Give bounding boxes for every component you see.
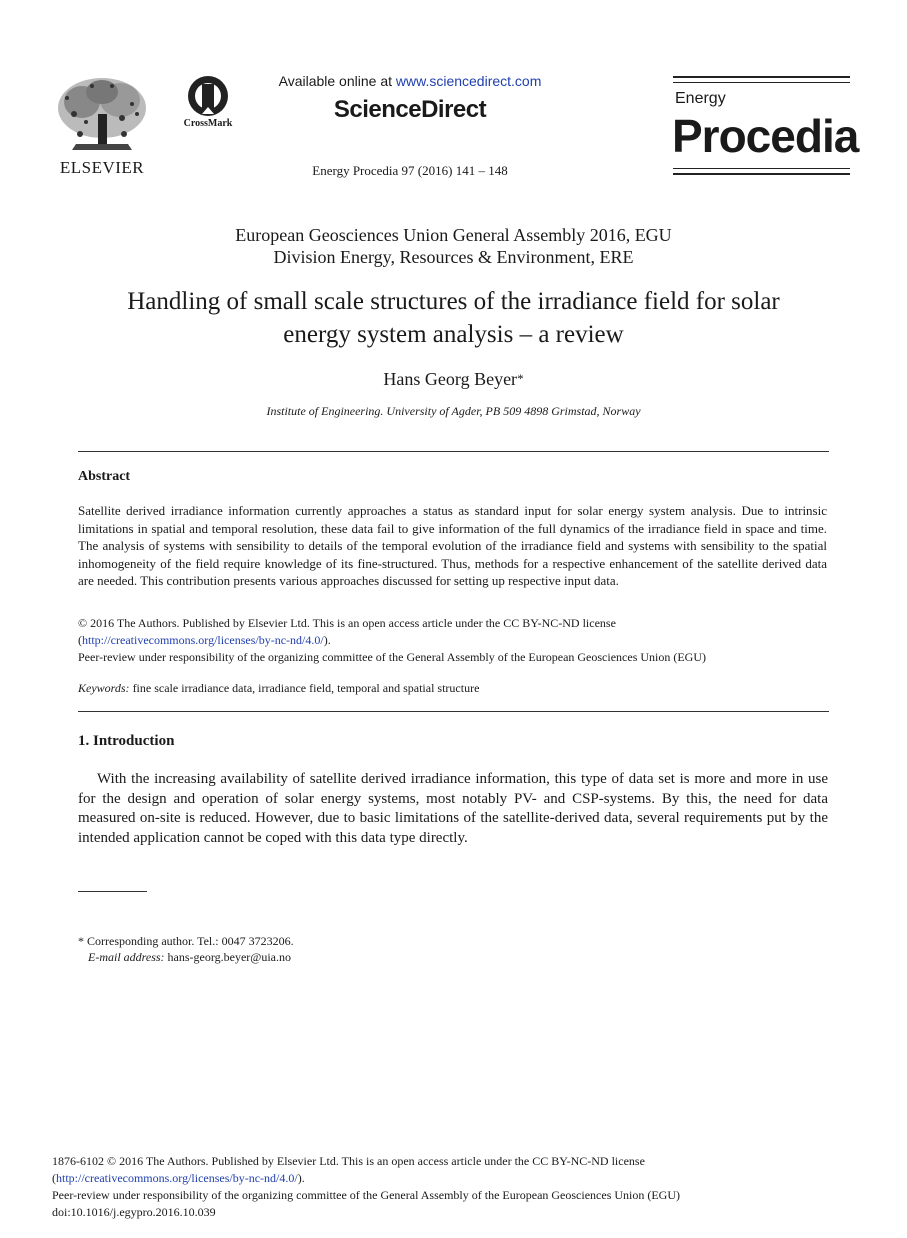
author-mark: * bbox=[517, 371, 524, 386]
author-name: Hans Georg Beyer bbox=[383, 369, 518, 389]
copyright-line: © 2016 The Authors. Published by Elsevier Ltd. This is an open access article under the CC BY-NC-ND license bbox=[78, 616, 616, 630]
conference-name bbox=[60, 224, 847, 268]
footer-issn-line: 1876-6102 © 2016 The Authors. Published by Elsevier Ltd. This is an open access article under the CC BY-NC-ND license bbox=[52, 1154, 645, 1168]
email-label: E-mail address: bbox=[88, 950, 165, 964]
email-line bbox=[88, 949, 291, 965]
elsevier-wordmark: ELSEVIER bbox=[59, 158, 145, 177]
title-line-2: energy system analysis – a review bbox=[283, 321, 624, 348]
journal-rule-bottom bbox=[673, 173, 850, 175]
footer-license-close: ). bbox=[297, 1171, 305, 1185]
license-link[interactable]: http://creativecommons.org/licenses/by-nc-nd/4.0/ bbox=[82, 633, 324, 647]
footer bbox=[52, 1153, 852, 1221]
journal-name-big: Procedia bbox=[672, 110, 859, 162]
journal-rule-top-thin bbox=[673, 82, 850, 83]
footer-license-link[interactable]: http://creativecommons.org/licenses/by-nc-nd/4.0/ bbox=[56, 1171, 298, 1185]
journal-citation: Energy Procedia 97 (2016) 141 – 148 bbox=[312, 163, 508, 178]
article-title bbox=[60, 285, 847, 351]
corresponding-author: * Corresponding author. Tel.: 0047 3723206. bbox=[78, 934, 294, 948]
conference-line-1: European Geosciences Union General Assembly 2016, EGU bbox=[235, 225, 672, 245]
keywords-list: fine scale irradiance data, irradiance field, temporal and spatial structure bbox=[129, 681, 480, 695]
footer-license-line bbox=[52, 1170, 852, 1187]
title-line-1: Handling of small scale structures of the irradiance field for solar bbox=[127, 288, 780, 315]
available-online bbox=[260, 73, 560, 89]
rule-below-abstract bbox=[78, 711, 829, 712]
affiliation: Institute of Engineering. University of Agder, PB 509 4898 Grimstad, Norway bbox=[266, 404, 641, 418]
abstract-copyright bbox=[78, 615, 827, 666]
journal-name-small: Energy bbox=[675, 90, 726, 107]
journal-rule-bottom-thin bbox=[673, 168, 850, 169]
abstract-body: Satellite derived irradiance information currently approaches a status as standard input for solar energy system analysis. Due to intrinsic limitations in spatial and temporal resolution, these data fail to give information of the full dynamics of the irradiance field in space and time. The analysis of systems with sensibility to details of the temporal evolution of the irradiance field and systems with sensibility to the spatial inhomogeneity of the field require knowledge of its fine-structured. Thus, methods for a respective enhancement of the satellite derived data are needed. This contribution presents various approaches discussed for setting up respective input data. bbox=[78, 503, 827, 588]
sciencedirect-link[interactable]: www.sciencedirect.com bbox=[395, 73, 542, 89]
peer-review-line: Peer-review under responsibility of the organizing committee of the General Assembly of the European Geosciences Union (EGU) bbox=[78, 650, 707, 664]
footer-doi[interactable]: doi:10.1016/j.egypro.2016.10.039 bbox=[52, 1205, 216, 1219]
introduction-body: With the increasing availability of satellite derived irradiance information, this type of data set is more and more in use for the design and operation of solar energy systems, most notably PV- and CSP-systems. By this, the need for data measured on-site is reduced. However, due to basic limitations of the satellite-derived data, several requirements put by the intended application cannot be coped with this data type directly. bbox=[78, 771, 828, 846]
crossmark-label: CrossMark bbox=[183, 118, 233, 129]
footnote-rule bbox=[78, 891, 147, 892]
available-online-prefix: Available online at bbox=[278, 73, 396, 89]
sciencedirect-wordmark: ScienceDirect bbox=[333, 96, 487, 123]
rule-above-abstract bbox=[78, 451, 829, 452]
author bbox=[60, 369, 847, 390]
license-line bbox=[78, 632, 827, 649]
email-address[interactable]: hans-georg.beyer@uia.no bbox=[164, 950, 292, 964]
footer-license-open: ( bbox=[52, 1171, 56, 1185]
introduction-heading: 1. Introduction bbox=[78, 733, 175, 749]
conference-line-2: Division Energy, Resources & Environment, ERE bbox=[273, 247, 634, 267]
footer-peer-review: Peer-review under responsibility of the organizing committee of the General Assembly of the European Geosciences Union (EGU) bbox=[52, 1188, 681, 1202]
license-close: ). bbox=[323, 633, 331, 647]
keywords-label: Keywords: bbox=[78, 681, 130, 695]
journal-rule-top bbox=[673, 76, 850, 78]
abstract-heading: Abstract bbox=[78, 469, 131, 484]
keywords bbox=[78, 681, 479, 696]
license-open: ( bbox=[78, 633, 82, 647]
